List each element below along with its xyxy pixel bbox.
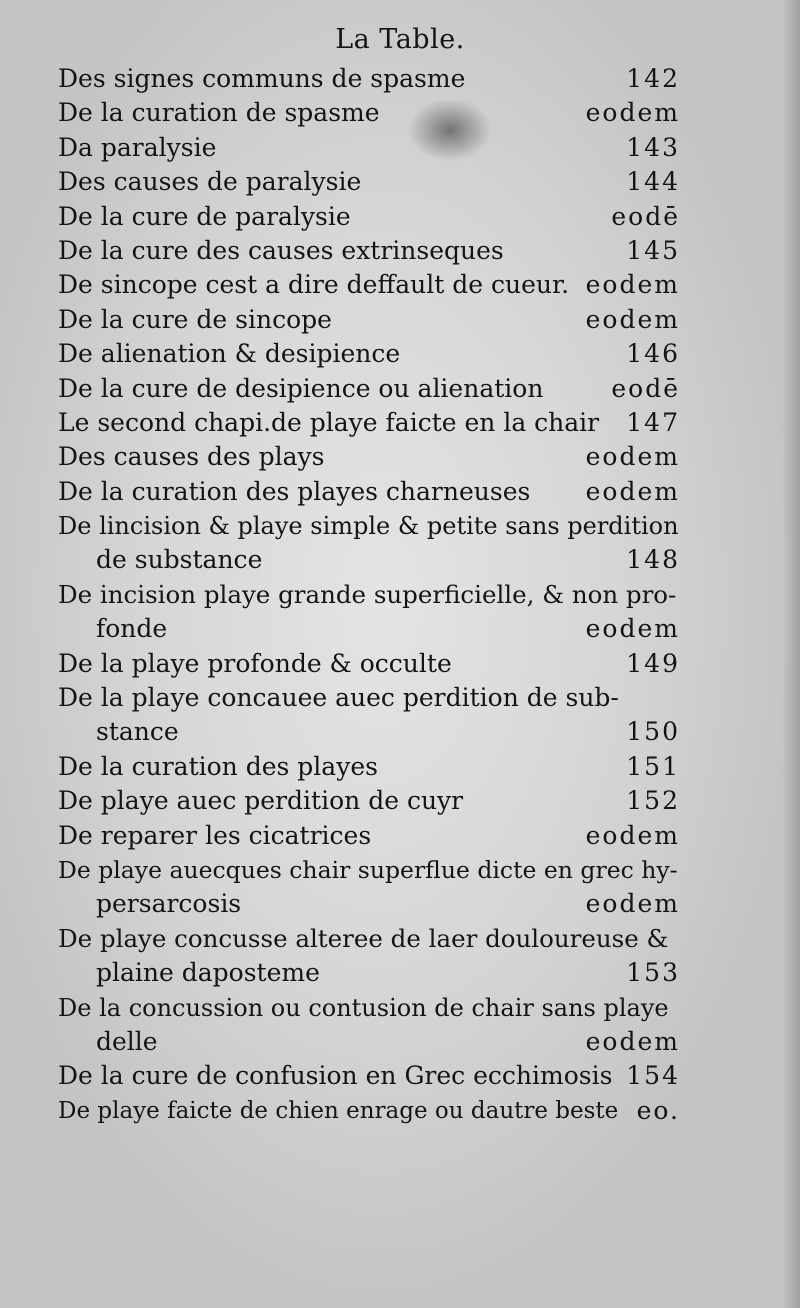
toc-entry [58, 647, 680, 681]
entry-title: De playe auec perdition de cuyr [58, 786, 464, 816]
entry-title: De la cure des causes extrinseques [58, 235, 504, 265]
entry-page-ref: 146 [626, 339, 680, 369]
entry-title: De la concussion ou contusion de chair sans playe [58, 993, 669, 1022]
entry-title: De playe faicte de chien enrage ou dautre beste [58, 1097, 619, 1124]
running-head: La Table. [335, 24, 465, 55]
toc-entry [58, 303, 680, 337]
entry-title: De incision playe grande superficielle, & non pro- [58, 579, 677, 609]
entry-page-ref: eodē [611, 201, 680, 231]
entry-title: De la cure de confusion en Grec ecchimosis [58, 1061, 613, 1091]
entry-title: fonde [96, 614, 168, 644]
toc-entry [58, 819, 680, 853]
toc-entry [58, 268, 680, 302]
table-of-contents [58, 62, 680, 1128]
entry-page-ref: 145 [626, 235, 680, 265]
entry-page-ref: eodem [585, 476, 680, 506]
toc-entry [58, 681, 680, 715]
entry-page-ref: 154 [626, 1061, 680, 1091]
toc-entry [58, 750, 680, 784]
entry-page-ref: eodem [585, 442, 680, 472]
entry-title: delle [96, 1026, 158, 1056]
entry-title: stance [96, 717, 179, 747]
entry-title: De la cure de sincope [58, 304, 332, 334]
toc-entry [58, 853, 680, 887]
entry-page-ref: eodem [585, 820, 680, 850]
entry-title: De sincope cest a dire deffault de cueur. [58, 270, 570, 300]
entry-title: Des signes communs de spasme [58, 64, 466, 93]
toc-entry [58, 612, 680, 646]
entry-page-ref: eodē [611, 373, 680, 403]
toc-entry [58, 406, 680, 440]
toc-entry [58, 922, 680, 956]
entry-page-ref: eodem [585, 98, 680, 128]
entry-title: De alienation & desipience [58, 339, 401, 369]
entry-page-ref: eo. [636, 1095, 680, 1125]
toc-entry [58, 887, 680, 921]
entry-title: Des causes de paralysie [58, 167, 362, 197]
entry-page-ref: 148 [626, 545, 680, 575]
toc-entry [58, 543, 680, 577]
entry-title: De la cure de desipience ou alienation [58, 373, 544, 403]
entry-page-ref: eodem [585, 270, 680, 300]
toc-entry [58, 578, 680, 612]
entry-title: De la curation des playes [58, 751, 378, 781]
toc-entry [58, 131, 680, 165]
toc-entry [58, 475, 680, 509]
entry-page-ref: eodem [585, 304, 680, 334]
entry-title: de substance [96, 545, 263, 575]
entry-page-ref: 147 [626, 407, 680, 437]
entry-title: Des causes des plays [58, 442, 325, 472]
entry-title: Da paralysie [58, 132, 217, 162]
toc-entry [58, 991, 680, 1025]
entry-title: De la playe profonde & occulte [58, 648, 452, 678]
entry-title: De reparer les cicatrices [58, 820, 372, 850]
entry-title: De la curation des playes charneuses [58, 476, 531, 506]
toc-entry [58, 1025, 680, 1059]
toc-entry [58, 165, 680, 199]
toc-entry [58, 784, 680, 818]
entry-title: De playe concusse alteree de laer douloureuse & [58, 923, 669, 953]
toc-entry [58, 96, 680, 130]
toc-entry [58, 1094, 680, 1128]
entry-title: De la cure de paralysie [58, 201, 351, 231]
entry-title: Le second chapi.de playe faicte en la chair [58, 407, 600, 437]
toc-entry [58, 372, 680, 406]
entry-page-ref: 144 [626, 167, 680, 197]
toc-entry [58, 200, 680, 234]
entry-page-ref: eodem [585, 1026, 680, 1056]
entry-page-ref: eodem [585, 614, 680, 644]
toc-entry [58, 715, 680, 749]
entry-title: De la curation de spasme [58, 98, 380, 128]
toc-entry [58, 956, 680, 990]
toc-entry [58, 337, 680, 371]
entry-page-ref: 152 [626, 786, 680, 816]
page-edge-shadow [782, 0, 800, 1308]
toc-entry [58, 1059, 680, 1093]
entry-title: plaine daposteme [96, 958, 320, 988]
toc-entry [58, 234, 680, 268]
entry-page-ref: 142 [626, 64, 680, 93]
entry-page-ref: 143 [626, 132, 680, 162]
entry-title: De la playe concauee auec perdition de sub- [58, 683, 619, 713]
entry-title: persarcosis [96, 889, 242, 919]
entry-page-ref: 151 [626, 751, 680, 781]
toc-entry [58, 440, 680, 474]
entry-page-ref: 150 [626, 717, 680, 747]
entry-title: De playe auecques chair superflue dicte en grec hy- [58, 855, 678, 884]
toc-entry [58, 62, 680, 96]
toc-entry [58, 509, 680, 543]
entry-title: De lincision & playe simple & petite sans perdition [58, 512, 679, 541]
entry-page-ref: 149 [626, 648, 680, 678]
entry-page-ref: 153 [626, 958, 680, 988]
entry-page-ref: eodem [585, 889, 680, 919]
